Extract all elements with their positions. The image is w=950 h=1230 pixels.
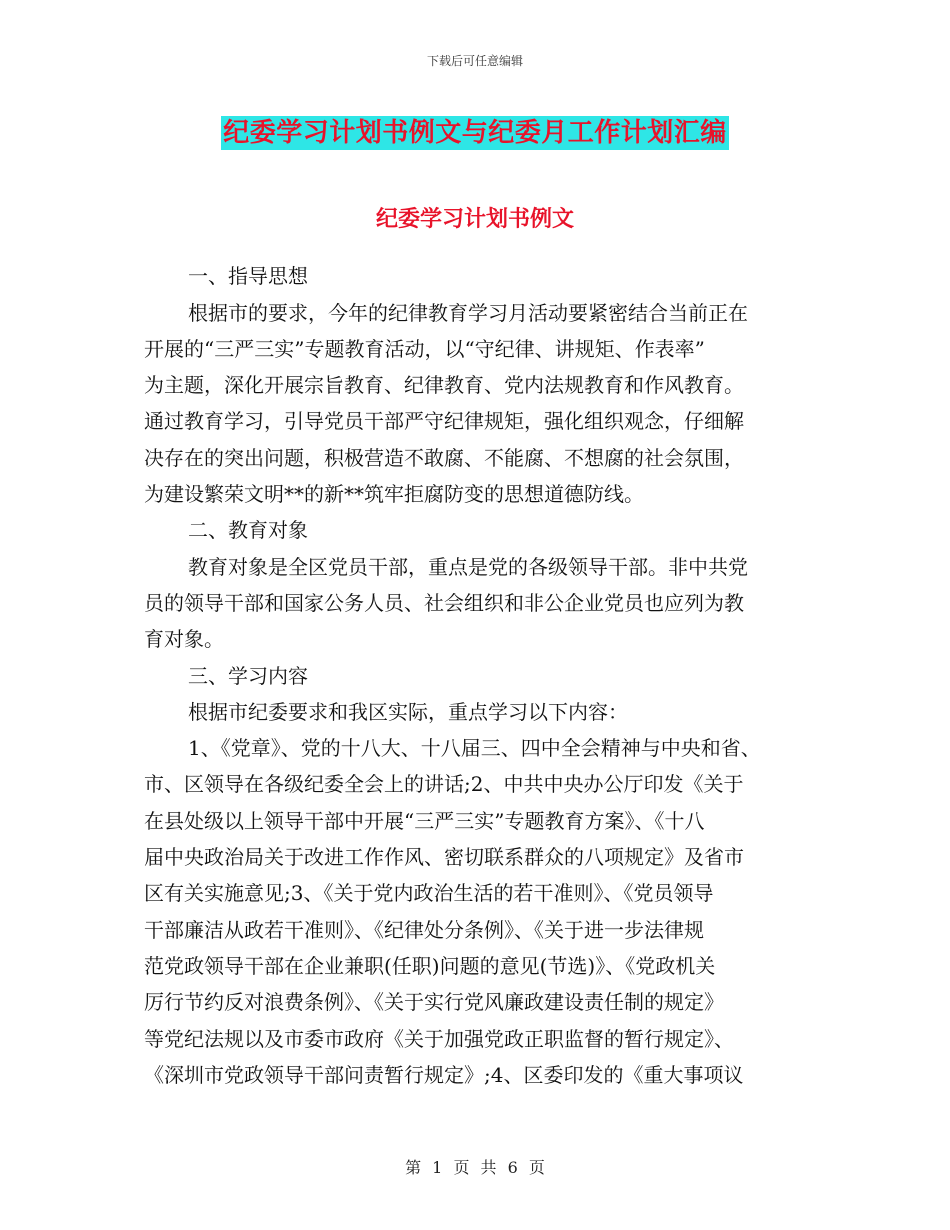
paragraph-line: 开展的“三严三实”专题教育活动，以“守纪律、讲规矩、作表率”	[144, 336, 705, 361]
paragraph-line: 为建设繁荣文明**的新**筑牢拒腐防变的思想道德防线。	[144, 482, 644, 507]
paragraph-line: 育对象。	[144, 627, 224, 652]
paragraph-line: 根据市的要求，今年的纪律教育学习月活动要紧密结合当前正在	[188, 300, 748, 325]
paragraph-line: 为主题，深化开展宗旨教育、纪律教育、党内法规教育和作风教育。	[144, 373, 744, 398]
heading-study-content: 三、学习内容	[188, 663, 308, 688]
paragraph-line: 干部廉洁从政若干准则》、《纪律处分条例》、《关于进一步法律规	[144, 917, 704, 942]
paragraph-line: 《深圳市党政领导干部问责暂行规定》;4、区委印发的《重大事项议	[144, 1062, 744, 1087]
paragraph-line: 厉行节约反对浪费条例》、《关于实行党风廉政建设责任制的规定》	[144, 990, 724, 1015]
paragraph-line: 届中央政治局关于改进工作作风、密切联系群众的八项规定》及省市	[144, 845, 744, 870]
section-title: 纪委学习计划书例文	[375, 206, 574, 232]
body-text	[144, 222, 816, 1093]
paragraph-line: 在县处级以上领导干部中开展“三严三实”专题教育方案》、《十八	[144, 808, 705, 833]
paragraph-line: 通过教育学习，引导党员干部严守纪律规矩，强化组织观念，仔细解	[144, 409, 744, 434]
paragraph-line: 1、《党章》、党的十八大、十八届三、四中全会精神与中央和省、	[188, 736, 761, 761]
header-note: 下载后可任意编辑	[426, 54, 523, 68]
page-footer: 第 1 页 共 6 页	[405, 1158, 545, 1177]
heading-guiding-thought: 一、指导思想	[188, 264, 308, 289]
paragraph-line: 市、区领导在各级纪委全会上的讲话;2、中共中央办公厅印发《关于	[144, 772, 744, 797]
paragraph-line: 范党政领导干部在企业兼职(任职)问题的意见(节选)》、《党政机关	[144, 953, 716, 978]
heading-education-targets: 二、教育对象	[188, 518, 308, 543]
paragraph-line: 区有关实施意见;3、《关于党内政治生活的若干准则》、《党员领导	[144, 881, 714, 906]
paragraph-line: 员的领导干部和国家公务人员、社会组织和非公企业党员也应列为教	[144, 590, 744, 615]
paragraph-line: 教育对象是全区党员干部，重点是党的各级领导干部。非中共党	[188, 554, 748, 579]
paragraph-line: 决存在的突出问题，积极营造不敢腐、不能腐、不想腐的社会氛围，	[144, 445, 744, 470]
document-title	[0, 112, 950, 149]
document-title-text: 纪委学习计划书例文与纪委月工作计划汇编	[223, 118, 727, 148]
paragraph-line: 根据市纪委要求和我区实际，重点学习以下内容：	[188, 699, 628, 724]
paragraph-line: 等党纪法规以及市委市政府《关于加强党政正职监督的暂行规定》、	[144, 1026, 734, 1051]
